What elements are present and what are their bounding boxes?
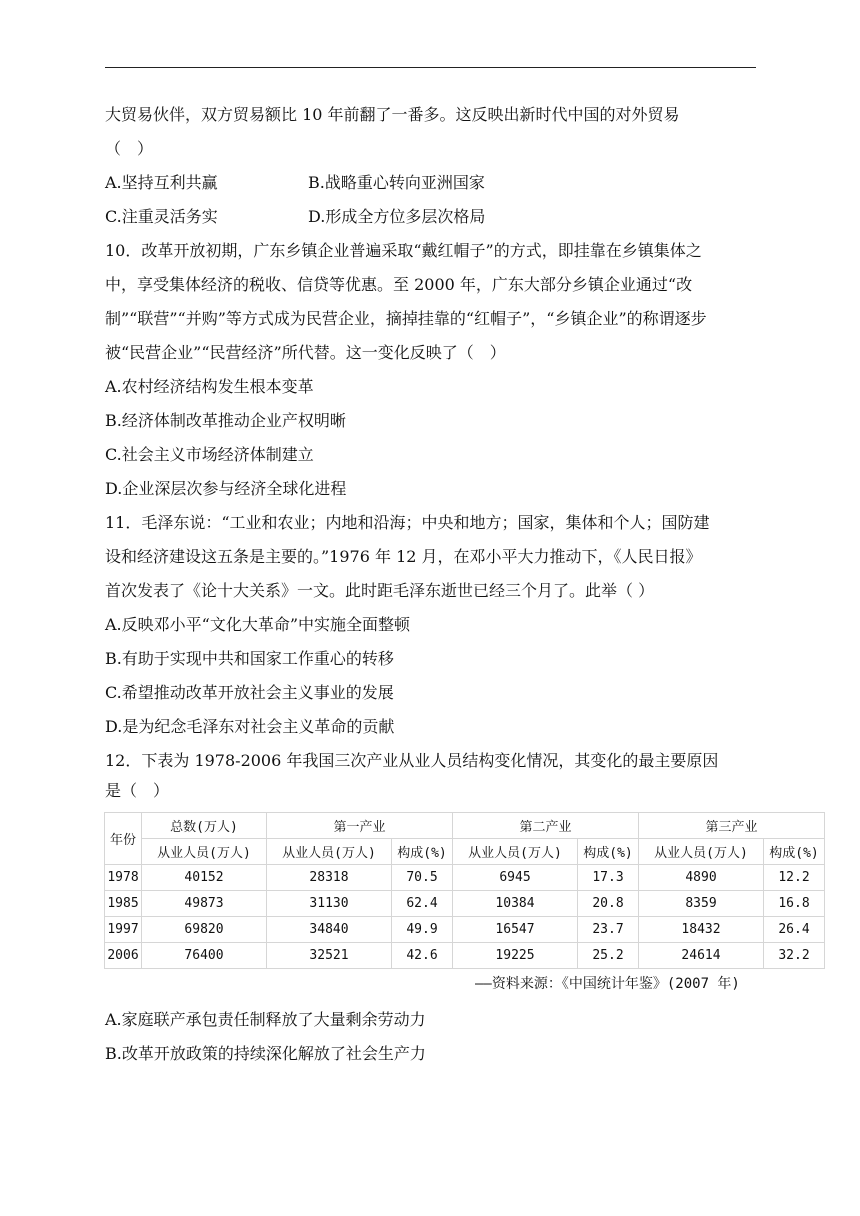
q12-option-a: A.家庭联产承包责任制释放了大量剩余劳动力 [105, 1010, 426, 1029]
table-cell: 19225 [453, 943, 578, 969]
table-cell: 6945 [453, 865, 578, 891]
table-cell: 17.3 [578, 865, 639, 891]
q11-stem-line-3: 首次发表了《论十大关系》一文。此时距毛泽东逝世已经三个月了。此举（ ） [105, 581, 655, 600]
q10-stem-line-3: 制”“联营”“并购”等方式成为民营企业，摘掉挂靠的“红帽子”，“乡镇企业”的称谓逐步 [105, 309, 707, 328]
employment-table [104, 812, 825, 969]
q11-stem-line-2: 设和经济建设这五条是主要的。”1976 年 12 月，在邓小平大力推动下，《人民日报》 [105, 547, 702, 566]
q12-stem-line-1: 12．下表为 1978-2006 年我国三次产业从业人员结构变化情况，其变化的最主要原因 [105, 751, 719, 770]
q10-stem-line-1: 10．改革开放初期，广东乡镇企业普遍采取“戴红帽子”的方式，即挂靠在乡镇集体之 [105, 241, 702, 260]
table-cell: 28318 [267, 865, 392, 891]
q11-option-a: A.反映邓小平“文化大革命”中实施全面整顿 [105, 615, 411, 634]
table-source: ——资料来源：《中国统计年鉴》(2007 年) [475, 976, 740, 992]
q11-option-c: C.希望推动改革开放社会主义事业的发展 [105, 683, 394, 702]
primary-industry-header: 第一产业 [267, 813, 453, 839]
q10-option-d: D.企业深层次参与经济全球化进程 [105, 479, 347, 498]
table-cell: 1997 [105, 917, 142, 943]
table-cell: 49.9 [392, 917, 453, 943]
secondary-industry-header: 第二产业 [453, 813, 639, 839]
table-cell: 49873 [142, 891, 267, 917]
q9-option-c: C.注重灵活务实 [105, 207, 218, 226]
sub-header: 从业人员(万人) [267, 839, 392, 865]
q11-option-d: D.是为纪念毛泽东对社会主义革命的贡献 [105, 717, 395, 736]
table-cell: 34840 [267, 917, 392, 943]
sub-header: 构成(%) [578, 839, 639, 865]
table-cell: 12.2 [764, 865, 825, 891]
q10-stem-line-4: 被“民营企业”“民营经济”所代替。这一变化反映了（ ） [105, 343, 506, 362]
table-row [105, 865, 825, 891]
table-row [105, 917, 825, 943]
table-cell: 32521 [267, 943, 392, 969]
table-group-header-row [105, 813, 825, 839]
table-cell: 18432 [639, 917, 764, 943]
header-rule [105, 67, 756, 68]
q9-stem-line-2: （ ） [105, 139, 154, 158]
total-header: 总数(万人) [142, 813, 267, 839]
table-cell: 76400 [142, 943, 267, 969]
table-cell: 1985 [105, 891, 142, 917]
year-header: 年份 [105, 813, 142, 865]
table-cell: 40152 [142, 865, 267, 891]
table-cell: 4890 [639, 865, 764, 891]
sub-header: 从业人员(万人) [142, 839, 267, 865]
sub-header: 从业人员(万人) [639, 839, 764, 865]
sub-header: 构成(%) [392, 839, 453, 865]
table-cell: 70.5 [392, 865, 453, 891]
table-cell: 31130 [267, 891, 392, 917]
sub-header: 构成(%) [764, 839, 825, 865]
table-cell: 26.4 [764, 917, 825, 943]
table-cell: 2006 [105, 943, 142, 969]
table-cell: 10384 [453, 891, 578, 917]
table-sub-header-row [105, 839, 825, 865]
table-cell: 20.8 [578, 891, 639, 917]
q10-stem-line-2: 中，享受集体经济的税收、信贷等优惠。至 2000 年，广东大部分乡镇企业通过“改 [105, 275, 693, 294]
table-cell: 69820 [142, 917, 267, 943]
q10-option-a: A.农村经济结构发生根本变革 [105, 377, 314, 396]
tertiary-industry-header: 第三产业 [639, 813, 825, 839]
table-cell: 1978 [105, 865, 142, 891]
table-row [105, 943, 825, 969]
table-row [105, 891, 825, 917]
q9-option-d: D.形成全方位多层次格局 [308, 207, 486, 226]
table-cell: 16.8 [764, 891, 825, 917]
q11-stem-line-1: 11．毛泽东说：“工业和农业；内地和沿海；中央和地方；国家，集体和个人；国防建 [105, 513, 710, 532]
table-cell: 25.2 [578, 943, 639, 969]
table-cell: 16547 [453, 917, 578, 943]
q12-option-b: B.改革开放政策的持续深化解放了社会生产力 [105, 1044, 426, 1063]
q9-stem-line-1: 大贸易伙伴，双方贸易额比 10 年前翻了一番多。这反映出新时代中国的对外贸易 [105, 105, 680, 124]
q10-option-c: C.社会主义市场经济体制建立 [105, 445, 314, 464]
table-cell: 23.7 [578, 917, 639, 943]
sub-header: 从业人员(万人) [453, 839, 578, 865]
table-cell: 8359 [639, 891, 764, 917]
q11-option-b: B.有助于实现中共和国家工作重心的转移 [105, 649, 394, 668]
q9-option-a: A.坚持互利共赢 [105, 173, 218, 192]
table-cell: 24614 [639, 943, 764, 969]
q10-option-b: B.经济体制改革推动企业产权明晰 [105, 411, 346, 430]
table-cell: 62.4 [392, 891, 453, 917]
table-cell: 42.6 [392, 943, 453, 969]
q9-option-b: B.战略重心转向亚洲国家 [308, 173, 485, 192]
table-cell: 32.2 [764, 943, 825, 969]
q12-stem-line-2: 是（ ） [105, 781, 170, 800]
